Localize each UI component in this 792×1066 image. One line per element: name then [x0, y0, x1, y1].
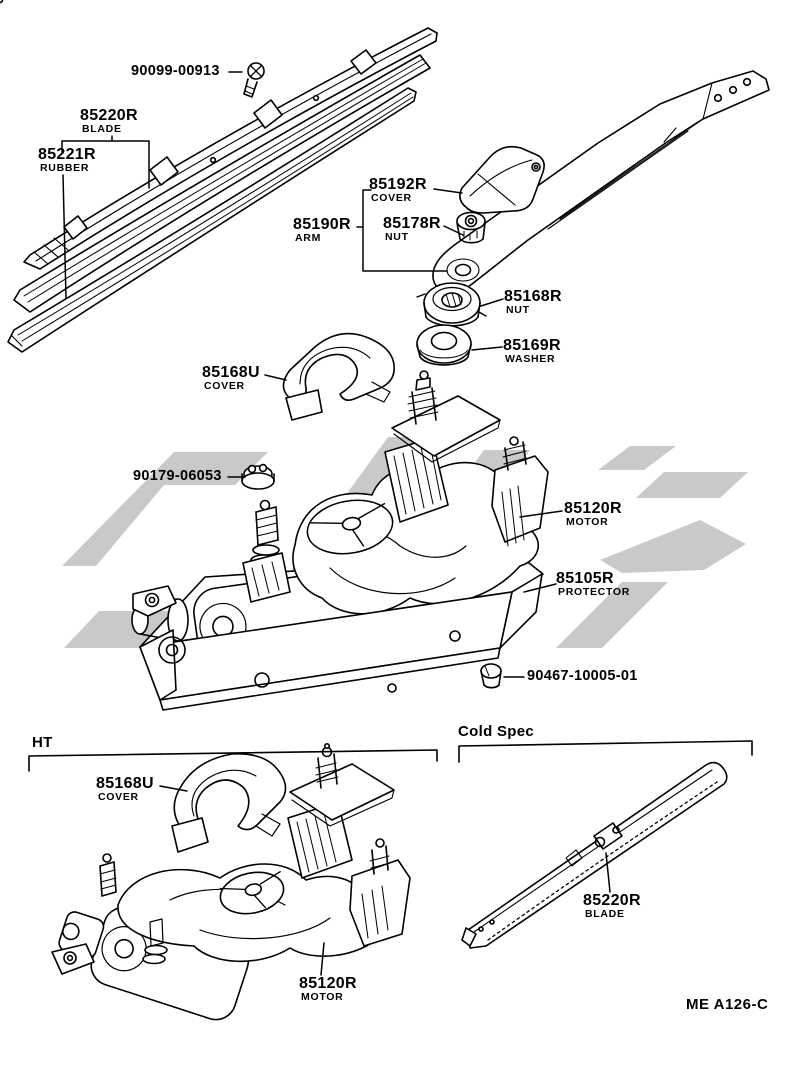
part-name: WASHER: [505, 353, 556, 365]
part-name: COVER: [98, 791, 139, 803]
arm-cover-art: [460, 147, 544, 213]
motor-mount-nut-art: [242, 465, 274, 489]
part-name: RUBBER: [40, 162, 90, 174]
part-name: BLADE: [82, 123, 122, 135]
label-pivot-nut: [504, 288, 562, 316]
label-protector: [556, 570, 630, 598]
label-rubber: [38, 146, 96, 174]
part-name: COVER: [204, 380, 245, 392]
part-name: BLADE: [585, 908, 625, 920]
part-number: 85192R: [369, 176, 427, 193]
part-number: 85221R: [38, 146, 96, 163]
section-brackets: [29, 741, 752, 771]
part-number: 85168U: [96, 775, 154, 792]
part-number: 85220R: [583, 892, 641, 909]
part-number: 85168U: [202, 364, 260, 381]
part-name: MOTOR: [301, 991, 344, 1003]
part-name: MOTOR: [566, 516, 609, 528]
section-cold-spec: Cold Spec: [458, 723, 535, 740]
pivot-cover-art: [283, 334, 394, 420]
part-number: 85169R: [503, 337, 561, 354]
part-number: 90099-00913: [131, 63, 220, 79]
label-motor-nut: [133, 468, 222, 485]
motor-assembly-art: [132, 371, 548, 710]
part-name: COVER: [371, 192, 412, 204]
part-number: 85120R: [564, 500, 622, 517]
part-name: ARM: [295, 232, 322, 244]
part-number: 85220R: [80, 107, 138, 124]
grommet-art: [481, 664, 501, 688]
figure-code: ME A126-C: [686, 996, 769, 1013]
label-arm: [293, 216, 351, 244]
label-arm-nut: [383, 215, 441, 243]
part-number: 85168R: [504, 288, 562, 305]
label-screw: [131, 63, 220, 80]
cold-spec-blade-art: [462, 763, 727, 948]
label-pivot-cover: [202, 364, 260, 392]
part-number: 85190R: [293, 216, 351, 233]
part-name: NUT: [385, 231, 409, 243]
pivot-washer-art: [417, 325, 471, 365]
part-number: 90179-06053: [133, 468, 222, 484]
part-name: NUT: [506, 304, 530, 316]
pivot-nut-art: [417, 283, 486, 326]
part-number: 90467-10005-01: [527, 668, 638, 684]
label-blade: [80, 107, 138, 135]
label-grommet: [527, 668, 638, 685]
section-ht: HT: [32, 734, 53, 751]
label-ht-cover: [96, 775, 154, 803]
label-ht-motor: [299, 975, 357, 1003]
part-number: 85120R: [299, 975, 357, 992]
part-number: 85105R: [556, 570, 614, 587]
part-name: PROTECTOR: [558, 586, 631, 598]
label-cold-blade: [583, 892, 641, 920]
label-washer: [503, 337, 561, 365]
label-motor: [564, 500, 622, 528]
part-number: 85178R: [383, 215, 441, 232]
label-arm-cover: [369, 176, 427, 204]
screw-art: [244, 63, 264, 97]
